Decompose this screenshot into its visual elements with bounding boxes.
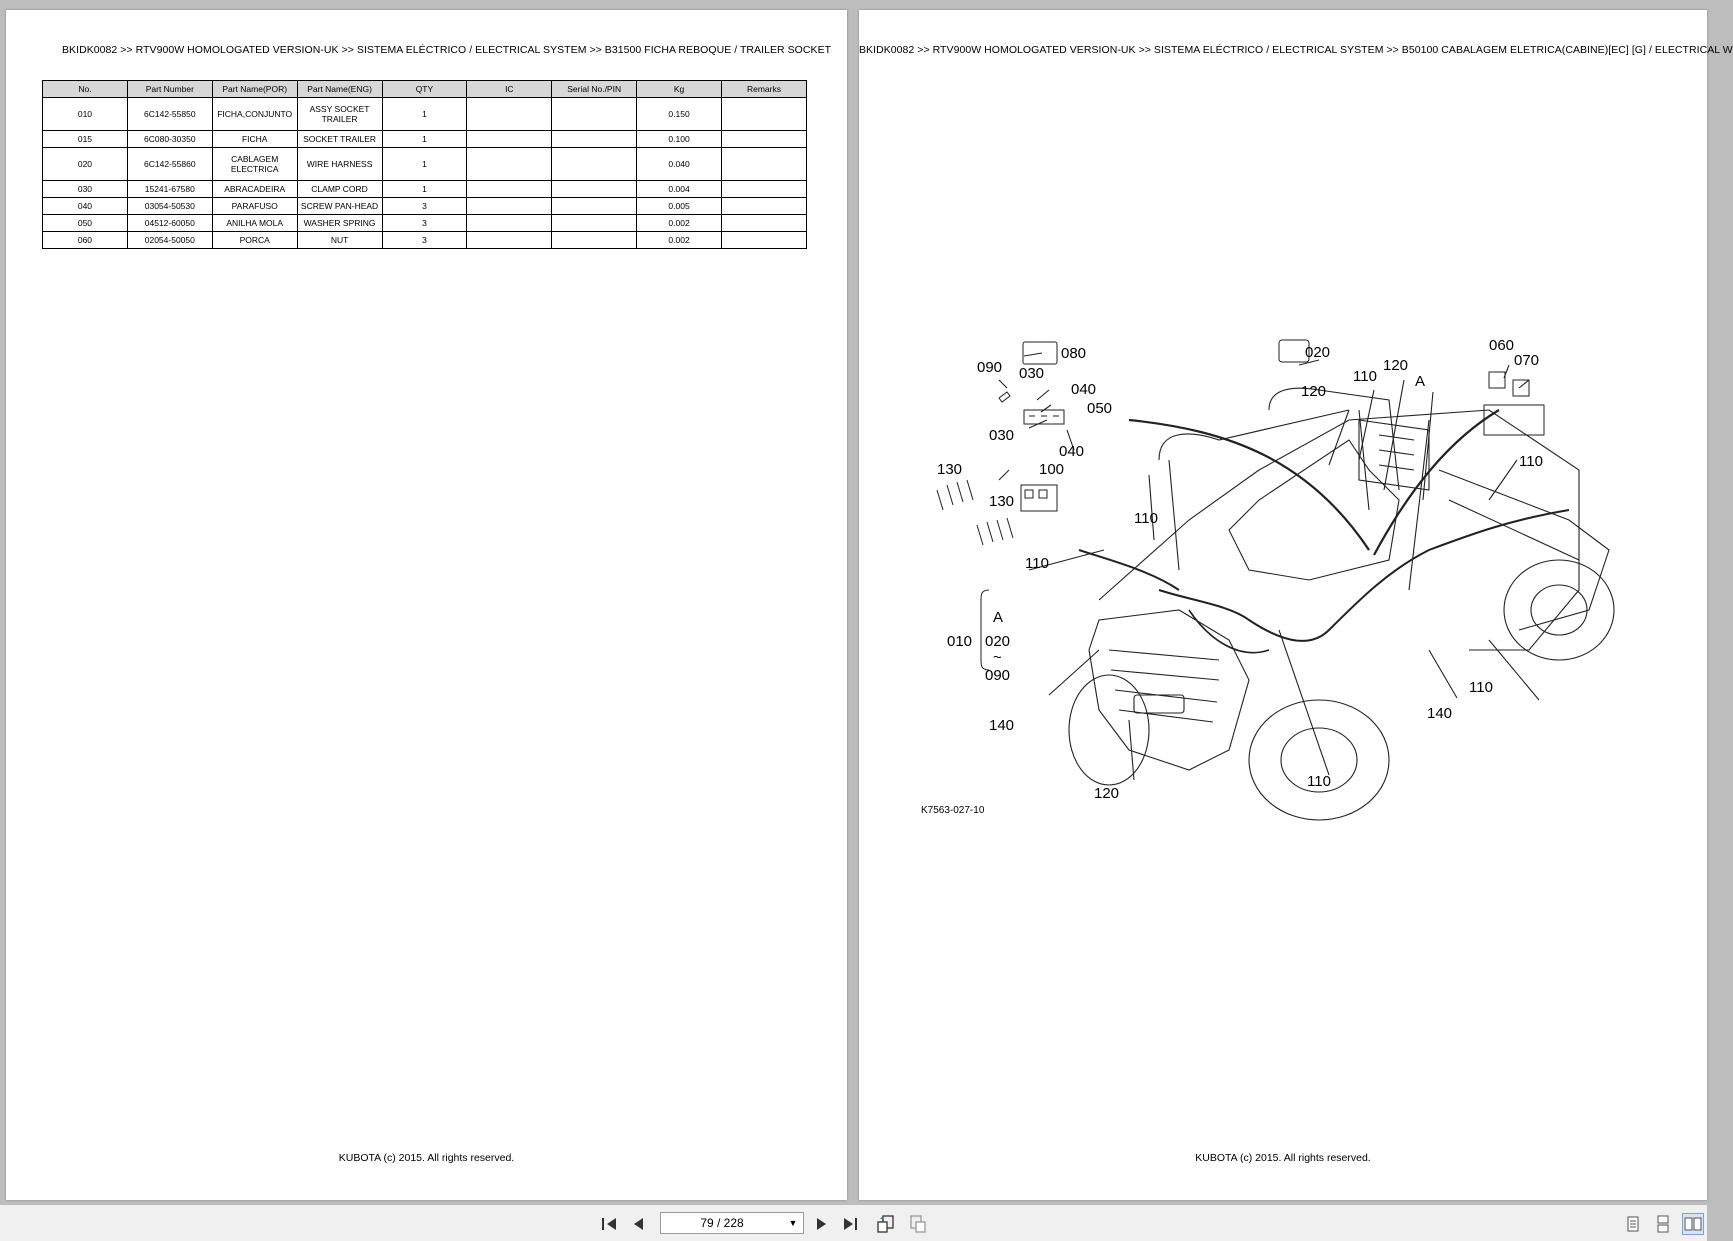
cell-kg: 0.002 — [637, 232, 722, 249]
bulb-group-130a — [937, 480, 973, 510]
cell-name-por: FICHA — [212, 131, 297, 148]
callout-090: 090 — [977, 359, 1003, 376]
arrow-to-relay — [1079, 550, 1179, 590]
cell-name-por: PARAFUSO — [212, 198, 297, 215]
cell-name-eng: NUT — [297, 232, 382, 249]
cell-kg: 0.150 — [637, 98, 722, 131]
continuous-view-button[interactable] — [1652, 1213, 1674, 1235]
callout-110: 110 — [1519, 453, 1543, 470]
callout-060: 060 — [1489, 337, 1515, 354]
cell-remarks — [722, 198, 807, 215]
grill-lines — [1109, 650, 1219, 722]
vehicle-body-outline — [1099, 410, 1579, 650]
cell-name-por: PORCA — [212, 232, 297, 249]
switch-060 — [1489, 372, 1505, 388]
col-header-name-eng: Part Name(ENG) — [297, 81, 382, 98]
cell-remarks — [722, 131, 807, 148]
cell-remarks — [722, 181, 807, 198]
cell-qty: 1 — [382, 131, 467, 148]
cell-ic — [467, 148, 552, 181]
col-header-qty: QTY — [382, 81, 467, 98]
fuse-090 — [999, 392, 1010, 402]
page-number-input[interactable] — [661, 1215, 783, 1231]
callout-120: 120 — [1094, 785, 1120, 802]
cell-qty: 3 — [382, 198, 467, 215]
cell-ic — [467, 181, 552, 198]
right-page — [859, 10, 1733, 1200]
relay-100 — [1021, 485, 1057, 511]
callout-040: 040 — [1071, 381, 1097, 398]
cell-kg: 0.004 — [637, 181, 722, 198]
col-header-remarks: Remarks — [722, 81, 807, 98]
table-row — [43, 131, 807, 148]
cell-part-number: 02054-50050 — [127, 232, 212, 249]
continuous-page-icon — [1654, 1215, 1672, 1233]
callout-110: 110 — [1025, 555, 1049, 572]
cell-qty: 1 — [382, 98, 467, 131]
cell-serial — [552, 98, 637, 131]
cell-name-eng: ASSY SOCKET TRAILER — [297, 98, 382, 131]
back-view-icon — [876, 1214, 896, 1234]
two-page-icon — [1684, 1215, 1702, 1233]
callout-020: 020 — [985, 633, 1011, 650]
switch-panel — [1484, 405, 1544, 435]
cell-serial — [552, 232, 637, 249]
callout-010: 010 — [947, 633, 973, 650]
cell-remarks — [722, 232, 807, 249]
table-row — [43, 198, 807, 215]
left-page-header: BKIDK0082 >> RTV900W HOMOLOGATED VERSION-UK >> SISTEMA ELÉCTRICO / ELECTRICAL SYSTEM >> B31500 FICHA REBOQUE / TRAILER SOCKET — [62, 44, 832, 56]
callout-080: 080 — [1061, 345, 1087, 362]
go-back-view-button[interactable] — [875, 1213, 897, 1235]
callout-100: 100 — [1039, 461, 1065, 478]
previous-page-button[interactable] — [628, 1213, 650, 1235]
callout-A: A — [1415, 373, 1426, 390]
cell-name-por: ANILHA MOLA — [212, 215, 297, 232]
next-page-button[interactable] — [810, 1213, 832, 1235]
front-right-wheel — [1249, 700, 1389, 820]
cell-part-number: 15241-67580 — [127, 181, 212, 198]
table-header-row — [43, 81, 807, 98]
page-dropdown-icon[interactable]: ▼ — [788, 1218, 798, 1228]
next-page-icon — [813, 1216, 829, 1232]
wire-harness-main — [1159, 510, 1569, 641]
previous-page-icon — [631, 1216, 647, 1232]
callout-130: 130 — [937, 461, 963, 478]
table-row — [43, 98, 807, 131]
cargo-bed-outline — [1439, 470, 1609, 630]
page-number-field[interactable] — [660, 1212, 804, 1234]
cell-part-number: 6C142-55860 — [127, 148, 212, 181]
cell-serial — [552, 198, 637, 215]
callout-040: 040 — [1059, 443, 1085, 460]
col-header-part-number: Part Number — [127, 81, 212, 98]
cell-serial — [552, 181, 637, 198]
diagram-reference-code: K7563-027-10 — [921, 805, 985, 816]
cell-no: 015 — [43, 131, 128, 148]
callout-090: 090 — [985, 667, 1011, 684]
col-header-name-por: Part Name(POR) — [212, 81, 297, 98]
cell-no: 060 — [43, 232, 128, 249]
cell-qty: 3 — [382, 232, 467, 249]
front-left-wheel — [1069, 675, 1149, 785]
cell-ic — [467, 232, 552, 249]
forward-view-icon — [908, 1214, 928, 1234]
cell-kg: 0.005 — [637, 198, 722, 215]
cell-serial — [552, 148, 637, 181]
rear-right-hub — [1531, 585, 1587, 635]
cell-no: 030 — [43, 181, 128, 198]
callout-140: 140 — [989, 717, 1015, 734]
cell-name-eng: CLAMP CORD — [297, 181, 382, 198]
wire-harness-branch — [1189, 610, 1269, 653]
dashboard-outline — [1229, 440, 1399, 580]
front-bumper-outline — [1089, 610, 1249, 770]
cell-kg: 0.040 — [637, 148, 722, 181]
col-header-no: No. — [43, 81, 128, 98]
callout-110: 110 — [1134, 510, 1158, 527]
callout-A: A — [993, 609, 1004, 626]
cell-part-number: 6C142-55850 — [127, 98, 212, 131]
callout-050: 050 — [1087, 400, 1113, 417]
leader-lines — [999, 353, 1539, 780]
col-header-ic: IC — [467, 81, 552, 98]
cell-name-eng: WIRE HARNESS — [297, 148, 382, 181]
cell-no: 050 — [43, 215, 128, 232]
cell-no: 040 — [43, 198, 128, 215]
callout-020: 020 — [1305, 344, 1331, 361]
callout-030: 030 — [989, 427, 1015, 444]
cell-no: 010 — [43, 98, 128, 131]
roll-bar-front — [1159, 410, 1349, 460]
callout-070: 070 — [1514, 352, 1540, 369]
left-page-footer: KUBOTA (c) 2015. All rights reserved. — [338, 1152, 515, 1164]
first-page-button[interactable] — [598, 1213, 620, 1235]
cell-kg: 0.100 — [637, 131, 722, 148]
seat-mesh — [1359, 420, 1429, 490]
callout-120: 120 — [1383, 357, 1409, 374]
cell-ic — [467, 98, 552, 131]
single-page-view-button[interactable] — [1622, 1213, 1644, 1235]
cell-serial — [552, 131, 637, 148]
table-row — [43, 148, 807, 181]
two-page-view-button[interactable] — [1682, 1213, 1704, 1235]
go-forward-view-button[interactable] — [907, 1213, 929, 1235]
cell-remarks — [722, 148, 807, 181]
callout-030: 030 — [1019, 365, 1045, 382]
rear-right-wheel — [1504, 560, 1614, 660]
callout-110: 110 — [1353, 368, 1377, 385]
right-page-header: BKIDK0082 >> RTV900W HOMOLOGATED VERSION-UK >> SISTEMA ELÉCTRICO / ELECTRICAL SYSTEM >> B50100 CABALAGEM ELETRICA(CABINE)[EC] [G] / ELECTRICAL W — [859, 44, 1733, 56]
cell-serial — [552, 215, 637, 232]
cell-remarks — [722, 98, 807, 131]
callout-140: 140 — [1427, 705, 1453, 722]
col-header-kg: Kg — [637, 81, 722, 98]
pdf-navigation-toolbar — [0, 1205, 1707, 1241]
single-page-icon — [1624, 1215, 1642, 1233]
cell-qty: 3 — [382, 215, 467, 232]
callout-110: 110 — [1307, 773, 1331, 790]
callout-110: 110 — [1469, 679, 1493, 696]
cell-no: 020 — [43, 148, 128, 181]
arrow-to-fuse-group — [1129, 420, 1369, 550]
last-page-icon — [843, 1216, 859, 1232]
cell-ic — [467, 198, 552, 215]
cell-qty: 1 — [382, 148, 467, 181]
table-row — [43, 215, 807, 232]
col-header-serial: Serial No./PIN — [552, 81, 637, 98]
bulb-group-130b — [977, 518, 1013, 545]
cell-name-eng: SOCKET TRAILER — [297, 131, 382, 148]
cell-name-por: ABRACADEIRA — [212, 181, 297, 198]
right-page-footer: KUBOTA (c) 2015. All rights reserved. — [1195, 1152, 1371, 1164]
parts-table — [42, 80, 807, 249]
cell-name-eng: WASHER SPRING — [297, 215, 382, 232]
cell-part-number: 03054-50530 — [127, 198, 212, 215]
cell-part-number: 6C080-30350 — [127, 131, 212, 148]
cell-ic — [467, 131, 552, 148]
bracket-010 — [981, 590, 989, 670]
first-page-icon — [601, 1216, 617, 1232]
cell-name-por: FICHA,CONJUNTO — [212, 98, 297, 131]
callout-130: 130 — [989, 493, 1015, 510]
cell-ic — [467, 215, 552, 232]
left-page — [6, 10, 847, 1200]
callout-range-tilde: ~ — [993, 649, 1002, 666]
roll-bar-top — [1269, 388, 1399, 490]
exploded-parts-diagram — [921, 337, 1649, 890]
cell-kg: 0.002 — [637, 215, 722, 232]
cell-name-eng: SCREW PAN-HEAD — [297, 198, 382, 215]
table-row — [43, 181, 807, 198]
callout-120: 120 — [1301, 383, 1327, 400]
cell-name-por: CABLAGEM ELECTRICA — [212, 148, 297, 181]
cell-remarks — [722, 215, 807, 232]
table-row — [43, 232, 807, 249]
last-page-button[interactable] — [840, 1213, 862, 1235]
cell-part-number: 04512-60050 — [127, 215, 212, 232]
cell-qty: 1 — [382, 181, 467, 198]
